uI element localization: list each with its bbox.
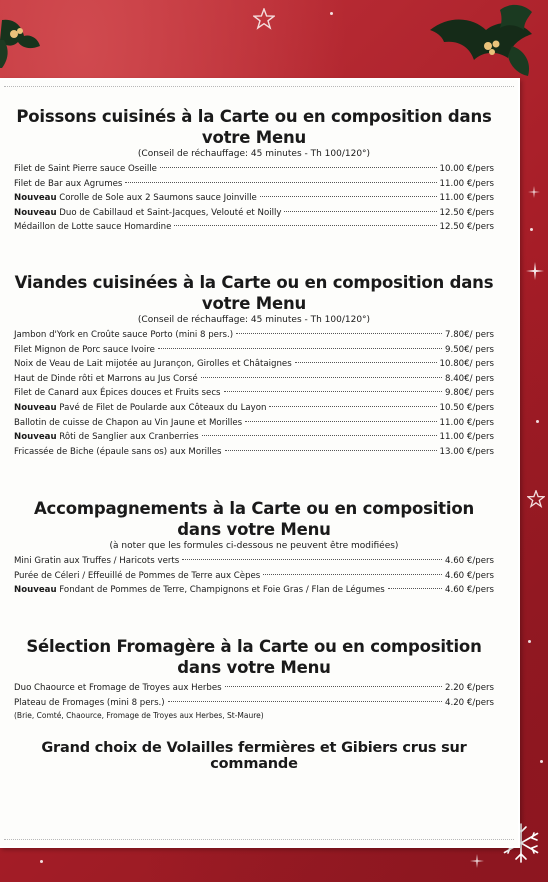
item-price: 10.50 €/pers: [439, 402, 494, 413]
item-price: 11.00 €/pers: [439, 417, 494, 428]
menu-item-row: [14, 583, 494, 598]
item-price: 7.80€/ pers: [445, 330, 494, 340]
section-title: Sélection Fromagère à la Carte ou en composition dans votre Menu: [26, 637, 482, 677]
item-name: Pavé de Filet de Poularde aux Côteaux du Layon: [59, 402, 267, 413]
item-name: Filet de Saint Pierre sauce Oseille: [14, 164, 157, 174]
new-badge: Nouveau: [14, 193, 57, 204]
dot-leader: [236, 333, 442, 334]
menu-item-row: [14, 401, 494, 416]
item-list: [14, 328, 494, 459]
dot-leader: [295, 362, 437, 363]
dot-leader: [260, 196, 437, 197]
snow-dot: [330, 12, 333, 15]
section-fish: [14, 106, 494, 235]
menu-item-row: [14, 445, 494, 460]
sparkle-icon: [470, 854, 484, 868]
new-badge: Nouveau: [14, 432, 57, 443]
item-label: [14, 177, 122, 192]
section-sides: [14, 498, 494, 598]
item-name: Filet Mignon de Porc sauce Ivoire: [14, 344, 155, 355]
dot-leader: [158, 348, 442, 349]
menu-item-row: [14, 416, 494, 431]
item-price: 4.60 €/pers: [445, 585, 494, 596]
dot-leader: [168, 701, 442, 702]
item-label: [14, 445, 222, 460]
menu-item-row: [14, 386, 494, 401]
section-title: Viandes cuisinées à la Carte ou en composition dans votre Menu: [14, 273, 494, 313]
new-badge: Nouveau: [14, 402, 57, 413]
item-label: [14, 583, 385, 598]
menu-item-row: [14, 372, 494, 387]
item-list: [14, 681, 494, 710]
item-name: Fricassée de Biche (épaule sans os) aux Morilles: [14, 446, 222, 457]
item-price: 12.50 €/pers: [439, 222, 494, 233]
section-cheese: [14, 636, 494, 722]
item-price: 13.00 €/pers: [439, 446, 494, 457]
cheese-list-note: (Brie, Comté, Chaource, Fromage de Troyes aux Herbes, St-Maure): [14, 711, 264, 721]
snow-dot: [536, 420, 539, 423]
item-price: 12.50 €/pers: [439, 207, 494, 218]
item-name: Filet de Canard aux Épices douces et Fruits secs: [14, 388, 221, 399]
special-order-title: Grand choix de Volailles fermières et Gibiers crus sur commande: [41, 740, 467, 772]
item-label: [14, 357, 292, 372]
item-name: Jambon d'York en Croûte sauce Porto (mini 8 pers.): [14, 330, 234, 340]
item-name: Filet de Bar aux Agrumes: [14, 178, 123, 189]
new-badge: Nouveau: [14, 207, 57, 218]
item-price: 4.60 €/pers: [445, 556, 494, 566]
menu-item-row: [14, 206, 494, 221]
dot-leader: [284, 211, 436, 212]
menu-sheet: [0, 78, 520, 848]
item-label: [14, 569, 260, 584]
item-label: [14, 681, 222, 696]
dot-leader: [125, 182, 436, 183]
star-icon: [253, 8, 275, 30]
item-label: [14, 191, 257, 206]
item-name: Rôti de Sanglier aux Cranberries: [59, 432, 199, 443]
dot-leader: [182, 559, 442, 560]
item-price: 11.00 €/pers: [439, 178, 494, 189]
item-price: 11.00 €/pers: [439, 193, 494, 204]
item-label: [14, 416, 242, 431]
item-name: Corolle de Sole aux 2 Saumons sauce Joinville: [59, 193, 257, 204]
section-note: (à noter que les formules ci-dessous ne peuvent être modifiées): [109, 541, 399, 551]
dot-leader: [224, 391, 442, 392]
menu-item-row: [14, 343, 494, 358]
dot-leader: [269, 406, 436, 407]
item-name: Plateau de Fromages (mini 8 pers.): [14, 697, 165, 708]
dot-leader: [160, 167, 437, 168]
star-icon: [527, 490, 545, 508]
item-name: Mini Gratin aux Truffes / Haricots verts: [14, 556, 180, 566]
new-badge: Nouveau: [14, 585, 57, 596]
holly-right-icon: [420, 0, 548, 80]
snow-dot: [530, 228, 533, 231]
item-label: [14, 206, 281, 221]
menu-item-row: [14, 554, 494, 569]
menu-item-row: [14, 220, 494, 235]
holly-left-icon: [0, 0, 60, 70]
item-label: [14, 696, 165, 711]
item-price: 11.00 €/pers: [439, 432, 494, 443]
item-name: Ballotin de cuisse de Chapon au Vin Jaune et Morilles: [14, 417, 243, 428]
dot-leader: [245, 421, 436, 422]
item-name: Fondant de Pommes de Terre, Champignons et Foie Gras / Flan de Légumes: [59, 585, 385, 596]
menu-item-row: [14, 328, 494, 343]
item-name: Médaillon de Lotte sauce Homardine: [14, 222, 172, 233]
item-price: 2.20 €/pers: [445, 683, 494, 693]
item-label: [14, 386, 221, 401]
menu-item-row: [14, 569, 494, 584]
dot-leader: [202, 435, 437, 436]
item-label: [14, 343, 155, 358]
dot-leader: [225, 686, 442, 687]
menu-item-row: [14, 191, 494, 206]
dot-leader: [263, 574, 442, 575]
item-label: [14, 328, 233, 343]
item-price: 4.20 €/pers: [445, 697, 494, 708]
item-label: [14, 554, 179, 569]
menu-item-row: [14, 681, 494, 696]
item-list: [14, 554, 494, 598]
item-price: 4.60 €/pers: [445, 570, 494, 581]
item-name: Duo de Cabillaud et Saint-Jacques, Velouté et Noilly: [59, 207, 282, 218]
item-price: 10.80€/ pers: [439, 359, 494, 370]
section-title: Accompagnements à la Carte ou en composition dans votre Menu: [33, 499, 475, 539]
item-list: [14, 162, 494, 235]
item-label: [14, 401, 266, 416]
dot-leader: [174, 225, 436, 226]
menu-item-row: [14, 696, 494, 711]
item-label: [14, 220, 171, 235]
dot-leader: [201, 377, 442, 378]
section-note: (Conseil de réchauffage: 45 minutes - Th 100/120°): [137, 149, 371, 159]
item-price: 8.40€/ pers: [445, 373, 494, 384]
snow-dot: [40, 860, 43, 863]
item-price: 9.80€/ pers: [445, 388, 494, 399]
item-name: Duo Chaource et Fromage de Troyes aux Herbes: [14, 683, 222, 693]
snow-dot: [528, 640, 531, 643]
item-name: Noix de Veau de Lait mijotée au Jurançon, Girolles et Châtaignes: [14, 359, 292, 370]
item-label: [14, 430, 199, 445]
item-label: [14, 162, 157, 177]
section-title: Poissons cuisinés à la Carte ou en composition dans votre Menu: [16, 107, 492, 147]
sparkle-icon: [526, 262, 544, 280]
dot-leader: [225, 450, 437, 451]
snow-dot: [540, 760, 543, 763]
dot-leader: [388, 588, 442, 589]
item-label: [14, 372, 198, 387]
item-name: Purée de Céleri / Effeuillé de Pommes de Terre aux Cèpes: [14, 570, 261, 581]
sparkle-icon: [528, 186, 540, 198]
item-price: 10.00 €/pers: [439, 164, 494, 174]
item-name: Haut de Dinde rôti et Marrons au Jus Corsé: [14, 373, 198, 384]
item-price: 9.50€/ pers: [445, 344, 494, 355]
menu-item-row: [14, 162, 494, 177]
section-meat: [14, 272, 494, 459]
menu-item-row: [14, 357, 494, 372]
menu-item-row: [14, 430, 494, 445]
menu-item-row: [14, 177, 494, 192]
section-note: (Conseil de réchauffage: 45 minutes - Th 100/120°): [137, 315, 371, 325]
